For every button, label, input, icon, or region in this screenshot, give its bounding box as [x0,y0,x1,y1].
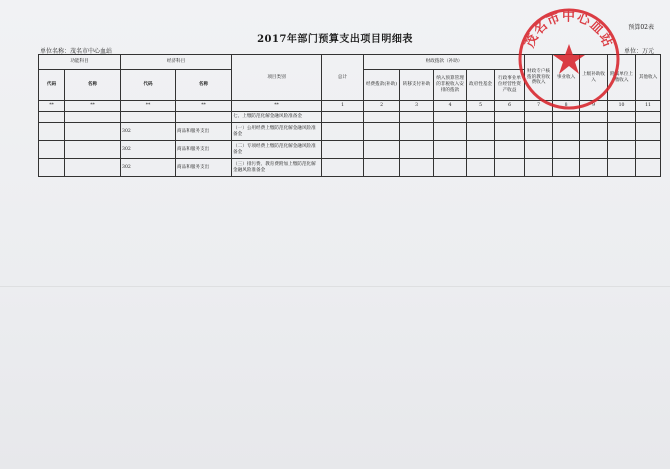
total-header: 总计 [322,55,364,101]
econ-name-cell: 商品和服务支出 [176,123,232,141]
column-number: 11 [636,101,661,112]
functional-subject-header: 功能科目 [39,55,121,70]
sub-header-funding: 经费拨款(补助) [364,70,400,101]
marker-star: ** [39,101,65,112]
column-number: 7 [525,101,553,112]
econ-code-header: 代码 [121,70,176,101]
column-number: 6 [495,101,525,112]
paper-fold-line [0,286,670,287]
unit-name-label: 单位名称：茂名市中心血站 [40,48,113,55]
marker-star: ** [65,101,121,112]
sub-header-govfund: 政府性基金 [467,70,495,101]
econ-code-cell: 302 [121,159,176,177]
econ-code-cell: 302 [121,141,176,159]
svg-text:茂名市中心血站 [522,8,617,50]
column-number: 4 [434,101,467,112]
marker-star: ** [176,101,232,112]
economic-subject-header: 经济科目 [121,55,232,70]
table-row [39,159,661,177]
table-row [39,123,661,141]
affiliated-income-header: 附属单位上缴收入 [608,55,636,101]
superior-subsidy-header: 上级补助收入 [580,55,608,101]
econ-code-cell: 302 [121,123,176,141]
marker-star: ** [121,101,176,112]
project-cell: 七、上缴防范化解金融风险准备金 [232,112,322,123]
business-income-header: 事业收入 [553,55,580,101]
project-cell: （三）排污费、教育费附加上缴防范化解金融风险准备金 [232,159,322,177]
table-row [39,112,661,123]
sub-header-nontax: 纳入预算管理的非税收入安排的拨款 [434,70,467,101]
func-code-header: 代码 [39,70,65,101]
column-number: 9 [580,101,608,112]
econ-name-cell: 商品和服务支出 [176,159,232,177]
econ-name-cell: 商品和服务支出 [176,141,232,159]
column-number: 2 [364,101,400,112]
currency-unit-label: 单位：万元 [623,48,654,55]
table-row [39,141,661,159]
official-seal-stamp [516,6,622,112]
func-name-header: 名称 [65,70,121,101]
project-cell: （二）专项经费上缴防范化解金融风险准备金 [232,141,322,159]
econ-code-cell [121,112,176,123]
sub-header-asset-income: 行政事业单位经营性资产收益 [495,70,525,101]
marker-star: ** [232,101,322,112]
column-number: 1 [322,101,364,112]
fiscal-special-header: 财政专户核拨的教育收费收入 [525,55,553,101]
sub-header-transfer: 转移支付补助 [400,70,434,101]
econ-name-cell [176,112,232,123]
document-title: 2017年部门预算支出项目明细表 [257,34,413,45]
econ-name-header: 名称 [176,70,232,101]
column-number: 3 [400,101,434,112]
project-cell: （一）公用经费上缴防范化解金融风险准备金 [232,123,322,141]
form-number: 预算02表 [628,24,654,31]
fiscal-allocation-header: 财政拨款（补助） [364,55,525,70]
column-number: 5 [467,101,495,112]
column-number: 8 [553,101,580,112]
seal-text: 茂名市中心血站 [522,9,616,51]
column-number: 10 [608,101,636,112]
project-category-header: 项目类别 [232,55,322,101]
other-income-header: 其他收入 [636,55,661,101]
